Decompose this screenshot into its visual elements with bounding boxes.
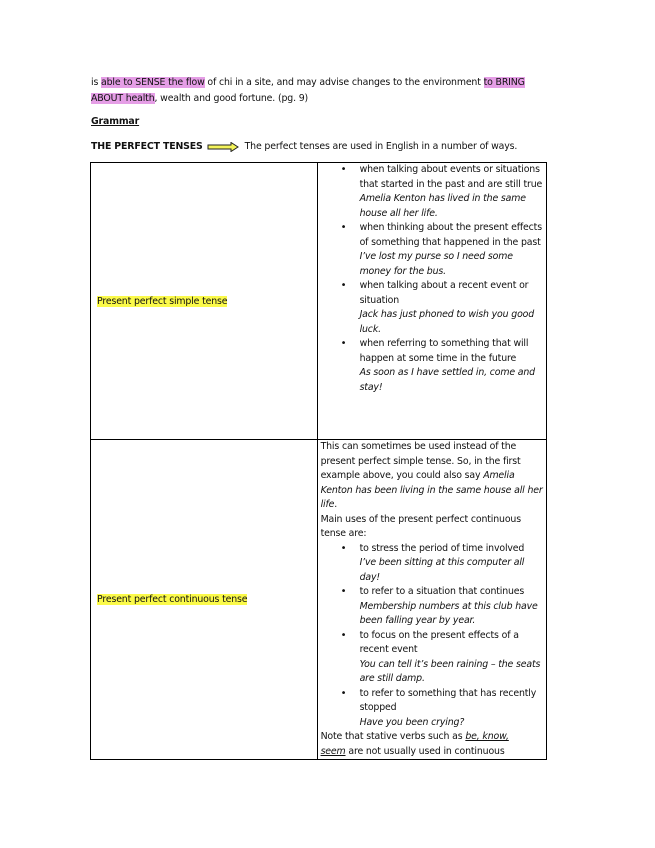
main-uses-text: Main uses of the present perfect continuous tense are: (320, 513, 521, 539)
uses-list (321, 163, 543, 395)
intro-text-3: , wealth and good fortune. (pg. 9) (154, 93, 309, 104)
table-row (91, 440, 547, 760)
tense-name-cell (91, 440, 318, 760)
perfect-tenses-label: THE PERFECT TENSES (91, 141, 203, 152)
tense-uses-cell (317, 440, 546, 760)
tenses-table (90, 162, 547, 760)
note-text (321, 730, 543, 759)
note-verbs-2: seem (320, 745, 346, 757)
intro-highlight-2b: ABOUT health (91, 93, 155, 104)
note-start: Note that stative verbs such as (320, 731, 466, 742)
tense-name: Present perfect continuous tense (97, 594, 248, 605)
intro-example: Amelia Kenton has been living in the same house all her life (320, 470, 543, 510)
intro-paragraph (91, 75, 561, 107)
intro-highlight-1: able to SENSE the flow (101, 77, 205, 88)
use-example: As soon as I have settled in, come and stay! (359, 367, 535, 393)
tense-name: Present perfect simple tense (97, 295, 228, 307)
use-example: Have you been crying? (359, 716, 465, 728)
uses-list (321, 542, 543, 731)
intro-highlight-2a: to BRING (483, 77, 525, 88)
perfect-tenses-text: The perfect tenses are used in English in a number of ways. (244, 141, 518, 152)
continuous-intro (321, 440, 543, 513)
use-example: I’ve been sitting at this computer all day! (359, 557, 525, 583)
list-item (321, 542, 543, 586)
use-example: Membership numbers at this club have been falling year by year. (359, 600, 538, 626)
use-text: when talking about events or situations that started in the past and are still true (359, 164, 543, 190)
grammar-heading: Grammar (91, 116, 140, 127)
list-item (321, 585, 543, 629)
use-text: when thinking about the present effects of something that happened in the past (359, 222, 542, 248)
right-arrow-icon (207, 142, 239, 152)
use-example: Amelia Kenton has lived in the same house all her life. (359, 193, 526, 219)
use-text: when talking about a recent event or situation (359, 280, 529, 306)
list-item (321, 687, 543, 731)
use-example: I’ve lost my purse so I need some money for the bus. (359, 251, 513, 277)
tense-uses-cell (317, 163, 546, 440)
perfect-tenses-line (91, 141, 517, 152)
list-item (321, 629, 543, 687)
tense-name-cell (91, 163, 318, 440)
list-item (321, 221, 543, 279)
note-verbs-1: be, know, (465, 731, 509, 742)
table-row (91, 163, 547, 440)
note-end: are not usually used in continuous (345, 745, 505, 757)
use-text: to focus on the present effects of a recent event (359, 629, 519, 655)
intro-text-1: is (91, 77, 102, 88)
list-item (321, 337, 543, 395)
list-item (321, 279, 543, 337)
use-example: You can tell it’s been raining – the seats are still damp. (359, 658, 541, 684)
list-item (321, 163, 543, 221)
intro-text-2: of chi in a site, and may advise changes to the environment (204, 77, 484, 88)
use-text: to refer to something that has recently stopped (359, 687, 537, 713)
intro-end: . (334, 499, 338, 510)
use-text: to stress the period of time involved (359, 542, 525, 554)
intro-text: This can sometimes be used instead of the present perfect simple tense. So, in the first example above, you could also say (320, 441, 521, 481)
use-text: when referring to something that will happen at some time in the future (359, 338, 529, 364)
use-example: Jack has just phoned to wish you good luck. (359, 309, 535, 335)
use-text: to refer to a situation that continues (359, 586, 525, 597)
